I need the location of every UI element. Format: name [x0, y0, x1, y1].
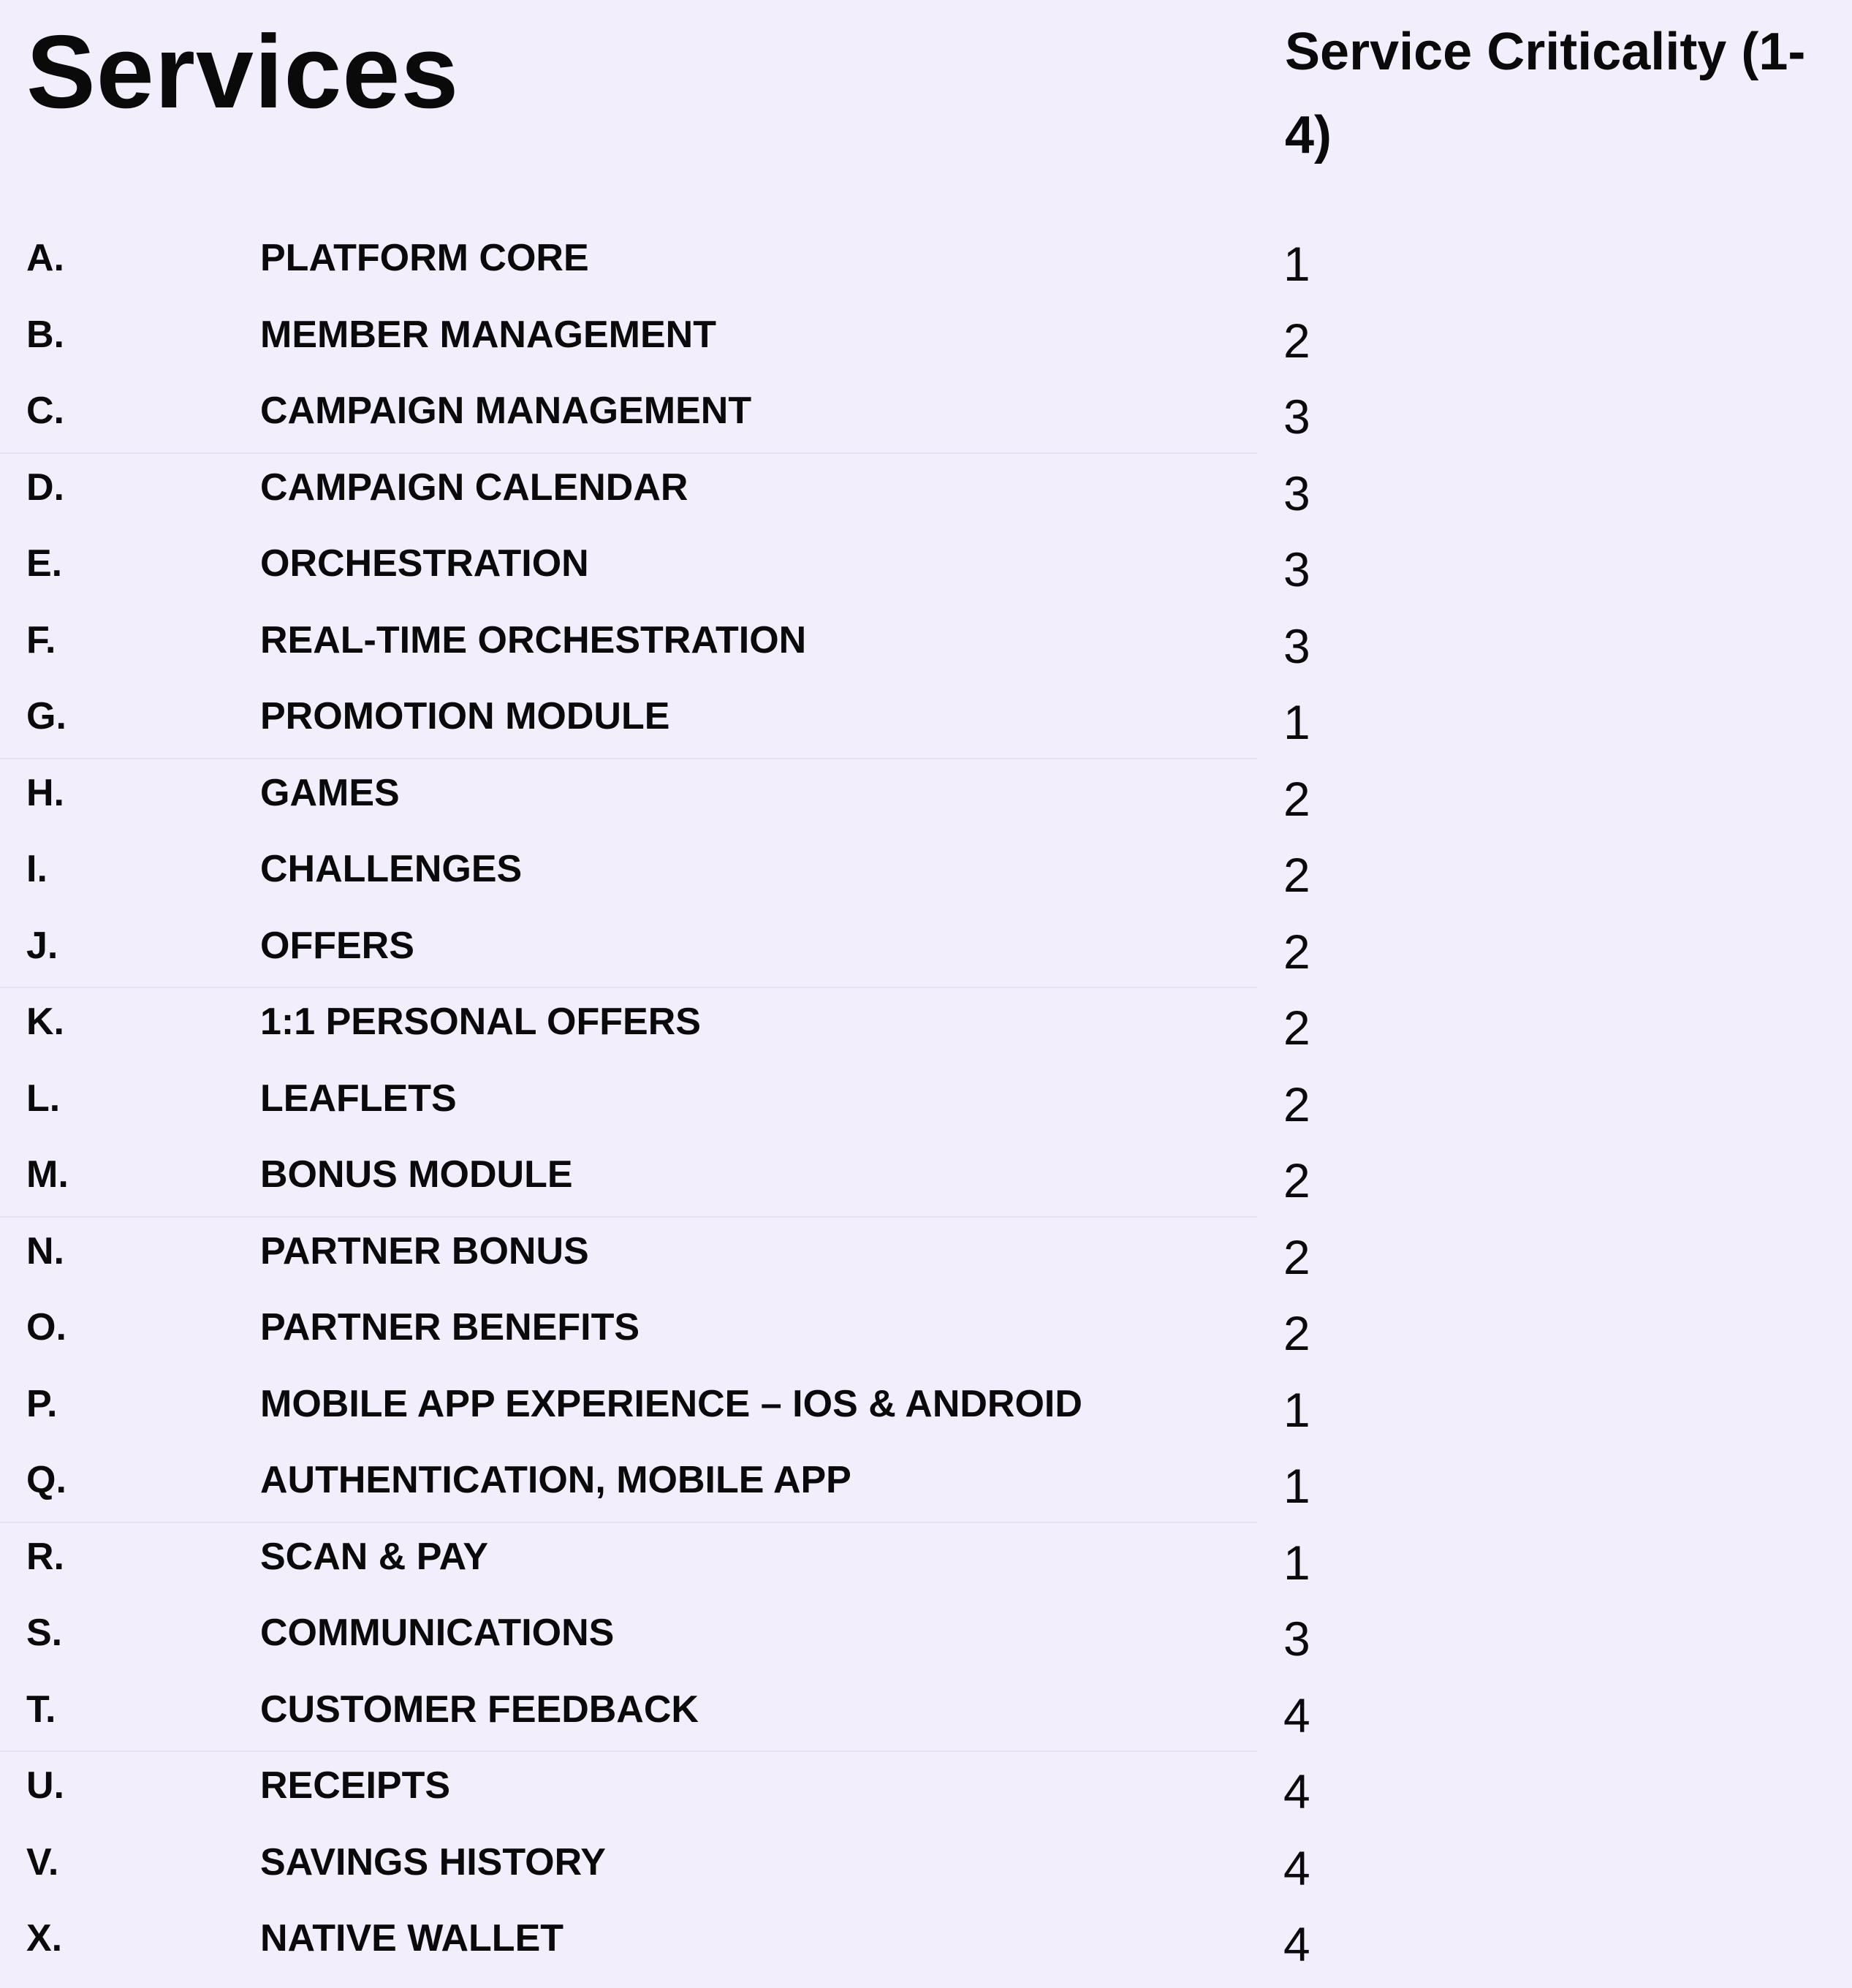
service-letter: O. [26, 1306, 67, 1348]
service-letter: U. [26, 1764, 64, 1807]
service-criticality: 3 [1283, 390, 1310, 444]
service-criticality: 3 [1283, 1612, 1310, 1666]
service-letter: L. [26, 1077, 61, 1120]
group-divider [0, 1522, 1257, 1523]
service-name: LEAFLETS [260, 1077, 457, 1120]
service-criticality: 2 [1283, 771, 1310, 826]
service-letter: E. [26, 542, 63, 585]
service-row [0, 1903, 1852, 1980]
service-letter: I. [26, 848, 48, 890]
service-criticality: 2 [1283, 1229, 1310, 1284]
service-name: NATIVE WALLET [260, 1917, 564, 1959]
service-name: REAL-TIME ORCHESTRATION [260, 618, 807, 661]
service-criticality: 2 [1283, 1153, 1310, 1207]
group-divider [0, 758, 1257, 759]
service-name: CUSTOMER FEEDBACK [260, 1688, 699, 1731]
service-criticality: 1 [1283, 695, 1310, 749]
service-name: CHALLENGES [260, 848, 523, 890]
service-row [0, 1292, 1852, 1369]
group-divider [0, 1750, 1257, 1752]
service-letter: V. [26, 1840, 59, 1883]
service-row [0, 452, 1852, 529]
service-row [0, 1750, 1852, 1827]
service-row [0, 376, 1852, 452]
service-letter: G. [26, 695, 67, 737]
service-letter: R. [26, 1535, 64, 1578]
group-divider [0, 987, 1257, 988]
service-criticality: 2 [1283, 1001, 1310, 1055]
service-criticality: 2 [1283, 1306, 1310, 1360]
service-criticality: 4 [1283, 1917, 1310, 1971]
service-row [0, 605, 1852, 682]
service-letter: C. [26, 390, 64, 432]
services-list [0, 223, 1852, 1980]
service-row [0, 528, 1852, 605]
service-letter: X. [26, 1917, 63, 1959]
page-title: Services [26, 14, 460, 130]
service-name: CAMPAIGN CALENDAR [260, 466, 688, 509]
service-criticality: 4 [1283, 1840, 1310, 1895]
service-letter: S. [26, 1612, 63, 1654]
service-criticality: 2 [1283, 848, 1310, 902]
service-criticality: 2 [1283, 313, 1310, 368]
service-name: OFFERS [260, 924, 414, 967]
service-name: MOBILE APP EXPERIENCE – IOS & ANDROID [260, 1382, 1082, 1425]
group-divider [0, 1216, 1257, 1218]
service-criticality: 4 [1283, 1688, 1310, 1742]
service-letter: H. [26, 771, 64, 814]
service-row [0, 987, 1852, 1063]
service-row [0, 1827, 1852, 1904]
service-letter: M. [26, 1153, 69, 1196]
service-row [0, 1598, 1852, 1674]
service-criticality: 1 [1283, 1535, 1310, 1590]
service-name: RECEIPTS [260, 1764, 451, 1807]
service-row [0, 1216, 1852, 1293]
service-name: ORCHESTRATION [260, 542, 589, 585]
service-row [0, 1445, 1852, 1522]
service-letter: B. [26, 313, 64, 356]
service-criticality: 2 [1283, 1077, 1310, 1131]
service-letter: T. [26, 1688, 56, 1731]
service-letter: P. [26, 1382, 58, 1425]
service-name: 1:1 PERSONAL OFFERS [260, 1001, 701, 1043]
service-row [0, 1139, 1852, 1216]
service-row [0, 1063, 1852, 1140]
service-letter: K. [26, 1001, 64, 1043]
service-row [0, 223, 1852, 300]
service-name: MEMBER MANAGEMENT [260, 313, 716, 356]
service-letter: Q. [26, 1459, 67, 1501]
service-row [0, 1522, 1852, 1598]
service-criticality: 1 [1283, 1382, 1310, 1437]
service-name: PARTNER BENEFITS [260, 1306, 640, 1348]
service-letter: J. [26, 924, 58, 967]
service-name: SCAN & PAY [260, 1535, 489, 1578]
service-name: PARTNER BONUS [260, 1229, 589, 1272]
service-row [0, 300, 1852, 376]
service-row [0, 1369, 1852, 1446]
service-name: CAMPAIGN MANAGEMENT [260, 390, 752, 432]
service-name: PLATFORM CORE [260, 237, 589, 279]
service-criticality: 1 [1283, 1459, 1310, 1513]
service-criticality: 3 [1283, 466, 1310, 520]
criticality-column-header: Service Criticality (1-4) [1285, 23, 1806, 164]
service-row [0, 834, 1852, 911]
service-name: AUTHENTICATION, MOBILE APP [260, 1459, 851, 1501]
service-criticality: 1 [1283, 237, 1310, 291]
service-criticality: 3 [1283, 618, 1310, 673]
service-criticality: 2 [1283, 924, 1310, 979]
service-criticality: 3 [1283, 542, 1310, 596]
service-name: GAMES [260, 771, 400, 814]
service-name: SAVINGS HISTORY [260, 1840, 606, 1883]
service-criticality: 4 [1283, 1764, 1310, 1818]
service-row [0, 1674, 1852, 1751]
group-divider [0, 452, 1257, 454]
service-row [0, 758, 1852, 835]
service-name: COMMUNICATIONS [260, 1612, 615, 1654]
service-letter: F. [26, 618, 56, 661]
service-row [0, 911, 1852, 987]
service-letter: A. [26, 237, 64, 279]
service-name: BONUS MODULE [260, 1153, 573, 1196]
service-name: PROMOTION MODULE [260, 695, 670, 737]
service-letter: D. [26, 466, 64, 509]
service-letter: N. [26, 1229, 64, 1272]
service-row [0, 681, 1852, 758]
